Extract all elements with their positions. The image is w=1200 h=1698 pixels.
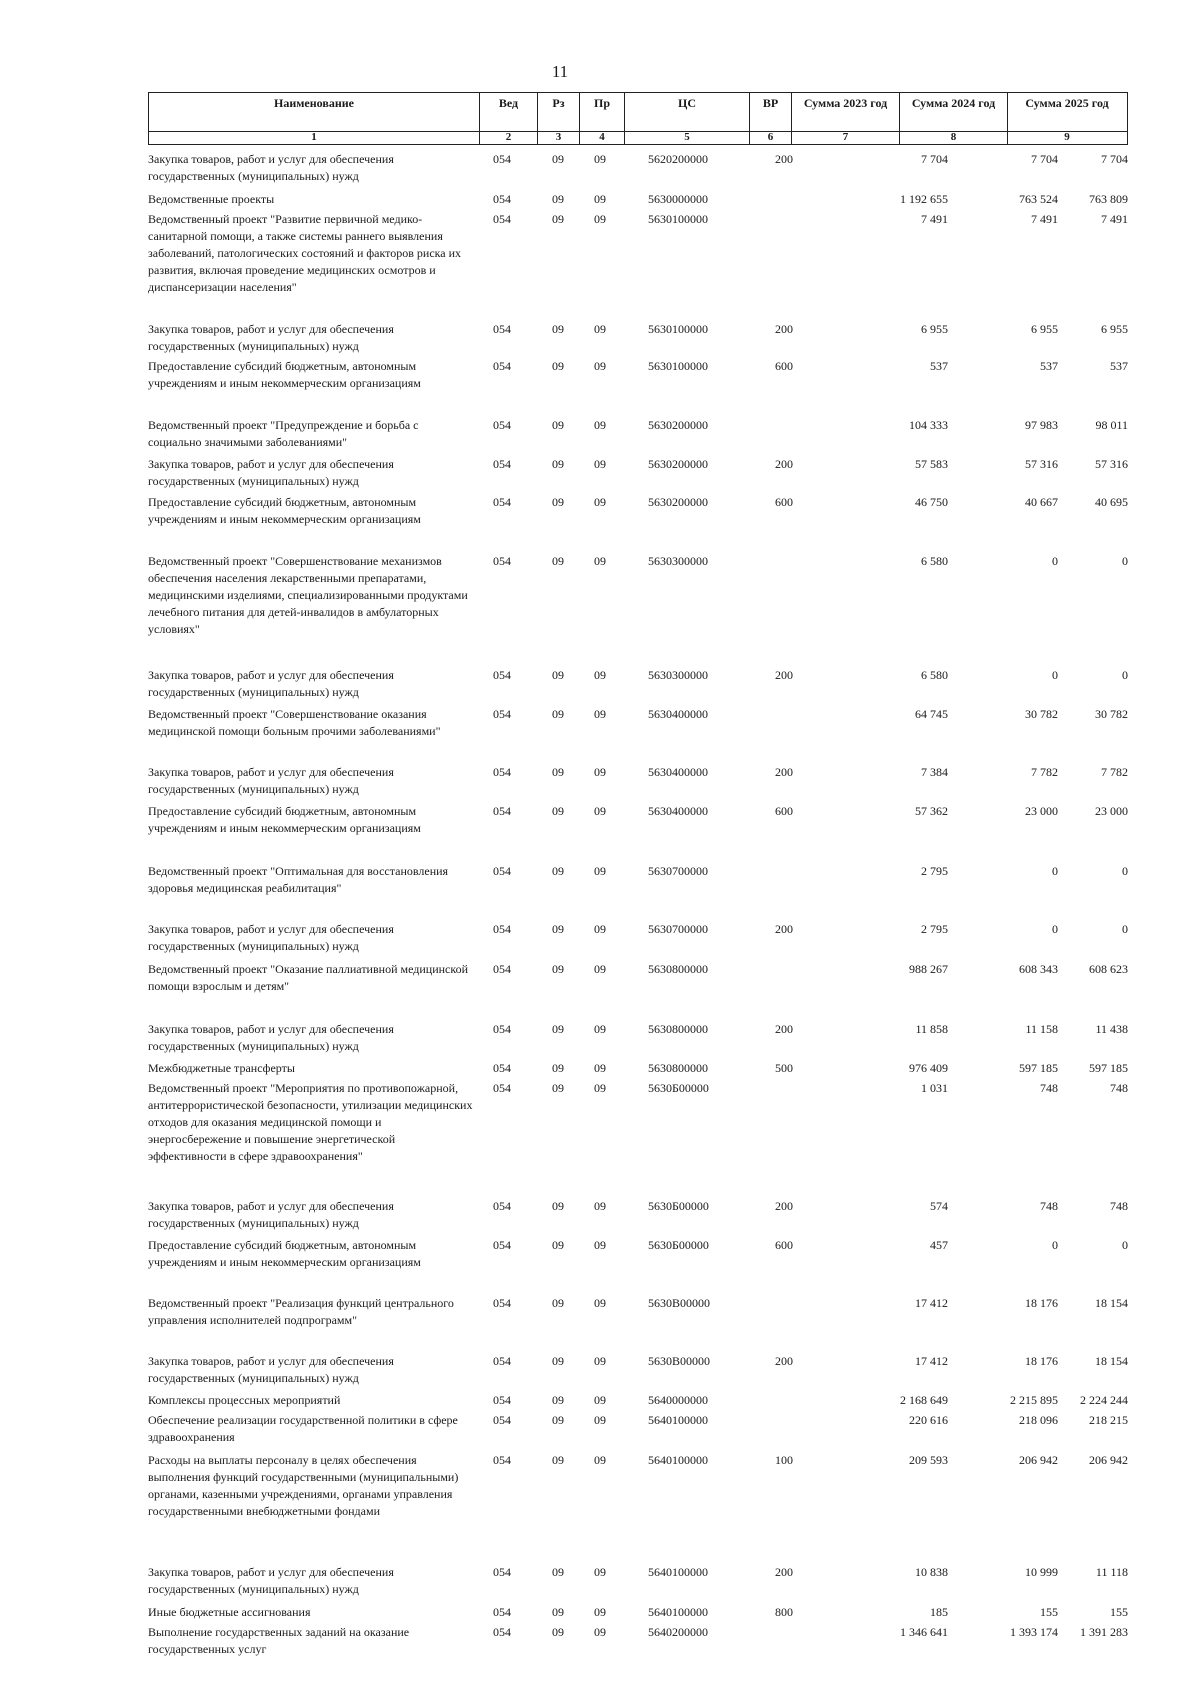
row-ved: 054: [493, 322, 511, 336]
table-header: [148, 92, 1128, 132]
row-sum-2024: 1 393 174: [1010, 1625, 1058, 1639]
row-sum-2023: 220 616: [909, 1413, 948, 1427]
row-sum-2023: 1 346 641: [900, 1625, 948, 1639]
row-sum-2023: 574: [930, 1199, 948, 1213]
row-sum-2023: 457: [930, 1238, 948, 1252]
row-sum-2023: 1 192 655: [900, 192, 948, 206]
row-cs: 5630800000: [648, 1061, 708, 1075]
row-cs: 5630В00000: [648, 1354, 711, 1368]
row-pr: 09: [594, 1081, 606, 1095]
row-sum-2025: 537: [1110, 359, 1128, 373]
row-sum-2025: 1 391 283: [1080, 1625, 1128, 1639]
row-pr: 09: [594, 962, 606, 976]
row-pr: 09: [594, 1296, 606, 1310]
row-sum-2025: 18 154: [1095, 1296, 1128, 1310]
row-name: Закупка товаров, работ и услуг для обеспечения государственных (муниципальных) нужд: [148, 922, 394, 953]
row-sum-2023: 976 409: [909, 1061, 948, 1075]
row-name: Предоставление субсидий бюджетным, автономным учреждениям и иным некоммерческим организациям: [148, 804, 421, 835]
row-name: Предоставление субсидий бюджетным, автономным учреждениям и иным некоммерческим организациям: [148, 1238, 421, 1269]
row-sum-2023: 46 750: [915, 495, 948, 509]
row-pr: 09: [594, 1238, 606, 1252]
row-rz: 09: [552, 804, 564, 818]
row-cs: 5630000000: [648, 192, 708, 206]
row-pr: 09: [594, 1354, 606, 1368]
row-name: Ведомственный проект "Оптимальная для восстановления здоровья медицинская реабилитация": [148, 864, 449, 895]
row-cs: 5630700000: [648, 922, 708, 936]
row-cs: 5630100000: [648, 212, 708, 226]
row-pr: 09: [594, 922, 606, 936]
row-vr: 600: [775, 359, 793, 373]
row-sum-2025: 23 000: [1095, 804, 1128, 818]
row-sum-2025: 748: [1110, 1081, 1128, 1095]
row-pr: 09: [594, 1625, 606, 1639]
row-ved: 054: [493, 804, 511, 818]
row-sum-2025: 0: [1122, 554, 1128, 568]
row-ved: 054: [493, 1605, 511, 1619]
row-sum-2024: 0: [1052, 1238, 1058, 1252]
row-name: Закупка товаров, работ и услуг для обеспечения государственных (муниципальных) нужд: [148, 457, 394, 488]
row-name: Закупка товаров, работ и услуг для обеспечения государственных (муниципальных) нужд: [148, 1565, 394, 1596]
row-rz: 09: [552, 1413, 564, 1427]
row-ved: 054: [493, 707, 511, 721]
row-sum-2025: 0: [1122, 864, 1128, 878]
row-sum-2025: 7 782: [1101, 765, 1128, 779]
row-ved: 054: [493, 418, 511, 432]
row-sum-2024: 7 782: [1031, 765, 1058, 779]
row-cs: 5630100000: [648, 322, 708, 336]
row-pr: 09: [594, 1453, 606, 1467]
row-sum-2024: 218 096: [1019, 1413, 1058, 1427]
row-cs: 5630300000: [648, 668, 708, 682]
header-ved: Вед: [479, 93, 537, 131]
row-sum-2025: 0: [1122, 668, 1128, 682]
row-ved: 054: [493, 864, 511, 878]
row-sum-2023: 185: [930, 1605, 948, 1619]
row-rz: 09: [552, 1199, 564, 1213]
row-vr: 200: [775, 922, 793, 936]
row-ved: 054: [493, 1296, 511, 1310]
row-ved: 054: [493, 1625, 511, 1639]
row-sum-2024: 18 176: [1025, 1296, 1058, 1310]
row-rz: 09: [552, 1565, 564, 1579]
row-cs: 5630800000: [648, 962, 708, 976]
row-sum-2024: 0: [1052, 554, 1058, 568]
row-ved: 054: [493, 668, 511, 682]
column-number: 1: [311, 131, 317, 143]
row-cs: 5630700000: [648, 864, 708, 878]
row-cs: 5630800000: [648, 1022, 708, 1036]
row-pr: 09: [594, 192, 606, 206]
row-pr: 09: [594, 707, 606, 721]
row-name: Предоставление субсидий бюджетным, автономным учреждениям и иным некоммерческим организациям: [148, 359, 421, 390]
row-name: Закупка товаров, работ и услуг для обеспечения государственных (муниципальных) нужд: [148, 322, 394, 353]
row-sum-2024: 0: [1052, 922, 1058, 936]
row-rz: 09: [552, 212, 564, 226]
row-name: Ведомственный проект "Совершенствование механизмов обеспечения населения лекарственными препаратами, медицинскими изделиями, специализированными продуктами лечебного питания для детей-инвалидов в амбулаторных условиях": [148, 554, 468, 636]
column-number: 6: [749, 132, 791, 144]
row-sum-2023: 57 583: [915, 457, 948, 471]
row-ved: 054: [493, 922, 511, 936]
row-cs: 5630400000: [648, 707, 708, 721]
row-sum-2025: 2 224 244: [1080, 1393, 1128, 1407]
row-pr: 09: [594, 322, 606, 336]
row-cs: 5640100000: [648, 1413, 708, 1427]
row-sum-2024: 10 999: [1025, 1565, 1058, 1579]
row-sum-2025: 7 491: [1101, 212, 1128, 226]
row-sum-2023: 64 745: [915, 707, 948, 721]
row-cs: 5630100000: [648, 359, 708, 373]
row-sum-2024: 155: [1040, 1605, 1058, 1619]
row-sum-2024: 608 343: [1019, 962, 1058, 976]
row-sum-2024: 6 955: [1031, 322, 1058, 336]
row-sum-2023: 537: [930, 359, 948, 373]
row-sum-2024: 597 185: [1019, 1061, 1058, 1075]
header-vr: ВР: [749, 93, 791, 131]
row-pr: 09: [594, 359, 606, 373]
row-pr: 09: [594, 1199, 606, 1213]
row-vr: 200: [775, 1022, 793, 1036]
row-rz: 09: [552, 922, 564, 936]
row-sum-2023: 6 580: [921, 554, 948, 568]
row-sum-2024: 537: [1040, 359, 1058, 373]
row-pr: 09: [594, 1022, 606, 1036]
page-number: 11: [551, 62, 569, 81]
row-ved: 054: [493, 765, 511, 779]
row-cs: 5630Б00000: [648, 1238, 709, 1252]
row-rz: 09: [552, 418, 564, 432]
row-name: Ведомственный проект "Совершенствование оказания медицинской помощи больным прочими заболеваниями": [148, 707, 441, 738]
row-sum-2025: 608 623: [1089, 962, 1128, 976]
row-rz: 09: [552, 1061, 564, 1075]
row-name: Ведомственный проект "Оказание паллиативной медицинской помощи взрослым и детям": [148, 962, 469, 993]
row-name: Расходы на выплаты персоналу в целях обеспечения выполнения функций государственными (муниципальными) органами, казенными учреждениями, органами управления государственными внебюджетными фондами: [148, 1453, 459, 1518]
row-vr: 200: [775, 765, 793, 779]
row-name: Закупка товаров, работ и услуг для обеспечения государственных (муниципальных) нужд: [148, 1354, 394, 1385]
row-cs: 5630300000: [648, 554, 708, 568]
row-ved: 054: [493, 359, 511, 373]
row-sum-2023: 17 412: [915, 1354, 948, 1368]
row-sum-2025: 18 154: [1095, 1354, 1128, 1368]
row-vr: 200: [775, 1199, 793, 1213]
header-rz: Рз: [537, 93, 579, 131]
row-sum-2024: 748: [1040, 1199, 1058, 1213]
row-cs: 5640100000: [648, 1565, 708, 1579]
row-sum-2023: 10 838: [915, 1565, 948, 1579]
row-ved: 054: [493, 1061, 511, 1075]
row-sum-2024: 40 667: [1025, 495, 1058, 509]
row-vr: 200: [775, 1565, 793, 1579]
row-pr: 09: [594, 1061, 606, 1075]
row-vr: 800: [775, 1605, 793, 1619]
row-sum-2024: 2 215 895: [1010, 1393, 1058, 1407]
row-name: Ведомственный проект "Предупреждение и борьба с социально значимыми заболеваниями": [148, 418, 419, 449]
row-cs: 5630200000: [648, 495, 708, 509]
row-rz: 09: [552, 864, 564, 878]
row-cs: 5630200000: [648, 418, 708, 432]
row-sum-2023: 11 858: [915, 1022, 948, 1036]
row-rz: 09: [552, 1296, 564, 1310]
row-rz: 09: [552, 495, 564, 509]
header-sum-2025: Сумма 2025 год: [1007, 93, 1126, 131]
row-ved: 054: [493, 1081, 511, 1095]
row-ved: 054: [493, 495, 511, 509]
row-ved: 054: [493, 1453, 511, 1467]
row-vr: 200: [775, 322, 793, 336]
header-pr: Пр: [579, 93, 624, 131]
header-cs: ЦС: [624, 93, 749, 131]
row-rz: 09: [552, 765, 564, 779]
row-sum-2023: 2 795: [921, 922, 948, 936]
row-ved: 054: [493, 1238, 511, 1252]
row-name: Предоставление субсидий бюджетным, автономным учреждениям и иным некоммерческим организациям: [148, 495, 421, 526]
row-sum-2024: 0: [1052, 668, 1058, 682]
row-cs: 5630Б00000: [648, 1081, 709, 1095]
row-name: Выполнение государственных заданий на оказание государственных услуг: [148, 1625, 410, 1656]
row-name: Обеспечение реализации государственной политики в сфере здравоохранения: [148, 1413, 458, 1444]
row-cs: 5640000000: [648, 1393, 708, 1407]
row-sum-2024: 206 942: [1019, 1453, 1058, 1467]
row-sum-2025: 748: [1110, 1199, 1128, 1213]
row-name: Ведомственные проекты: [148, 192, 275, 206]
row-sum-2023: 6 955: [921, 322, 948, 336]
row-vr: 200: [775, 152, 793, 166]
row-pr: 09: [594, 668, 606, 682]
row-sum-2025: 206 942: [1089, 1453, 1128, 1467]
header-sum-2023: Сумма 2023 год: [791, 93, 899, 131]
row-sum-2024: 18 176: [1025, 1354, 1058, 1368]
column-number: 9: [1007, 132, 1126, 144]
column-number: 5: [624, 132, 749, 144]
row-name: Ведомственный проект "Развитие первичной медико-санитарной помощи, а также системы раннего выявления заболеваний, патологических состояний и факторов риска их развития, включая проведение медицинских осмотров и диспансеризации населения": [148, 212, 462, 294]
row-ved: 054: [493, 1565, 511, 1579]
row-ved: 054: [493, 1413, 511, 1427]
row-sum-2024: 30 782: [1025, 707, 1058, 721]
row-pr: 09: [594, 1413, 606, 1427]
row-pr: 09: [594, 212, 606, 226]
row-sum-2023: 7 384: [921, 765, 948, 779]
row-name: Закупка товаров, работ и услуг для обеспечения государственных (муниципальных) нужд: [148, 765, 394, 796]
row-vr: 600: [775, 1238, 793, 1252]
row-ved: 054: [493, 962, 511, 976]
row-ved: 054: [493, 457, 511, 471]
row-rz: 09: [552, 668, 564, 682]
row-sum-2025: 155: [1110, 1605, 1128, 1619]
row-sum-2025: 0: [1122, 1238, 1128, 1252]
row-sum-2025: 98 011: [1095, 418, 1128, 432]
row-name: Иные бюджетные ассигнования: [148, 1605, 311, 1619]
row-rz: 09: [552, 1625, 564, 1639]
row-rz: 09: [552, 1393, 564, 1407]
row-sum-2025: 57 316: [1095, 457, 1128, 471]
row-sum-2023: 209 593: [909, 1453, 948, 1467]
row-rz: 09: [552, 322, 564, 336]
row-rz: 09: [552, 554, 564, 568]
row-name: Закупка товаров, работ и услуг для обеспечения государственных (муниципальных) нужд: [148, 1199, 394, 1230]
row-sum-2023: 6 580: [921, 668, 948, 682]
row-rz: 09: [552, 1238, 564, 1252]
row-ved: 054: [493, 1199, 511, 1213]
row-pr: 09: [594, 495, 606, 509]
row-rz: 09: [552, 962, 564, 976]
row-pr: 09: [594, 765, 606, 779]
row-sum-2024: 97 983: [1025, 418, 1058, 432]
row-sum-2023: 57 362: [915, 804, 948, 818]
row-rz: 09: [552, 457, 564, 471]
row-pr: 09: [594, 152, 606, 166]
row-vr: 100: [775, 1453, 793, 1467]
row-sum-2024: 748: [1040, 1081, 1058, 1095]
row-cs: 5630В00000: [648, 1296, 711, 1310]
row-sum-2024: 0: [1052, 864, 1058, 878]
row-rz: 09: [552, 1453, 564, 1467]
row-ved: 054: [493, 212, 511, 226]
row-name: Ведомственный проект "Мероприятия по противопожарной, антитеррористической безопасности, утилизации медицинских отходов для оказания медицинской помощи и энергосбережение и повышение энергетической эффективности в сфере здравоохранения": [148, 1081, 473, 1163]
row-sum-2025: 40 695: [1095, 495, 1128, 509]
row-ved: 054: [493, 192, 511, 206]
column-number: 4: [579, 132, 624, 144]
row-ved: 054: [493, 554, 511, 568]
row-ved: 054: [493, 1393, 511, 1407]
row-rz: 09: [552, 152, 564, 166]
row-pr: 09: [594, 1605, 606, 1619]
row-vr: 500: [775, 1061, 793, 1075]
row-rz: 09: [552, 1605, 564, 1619]
column-number: 7: [791, 132, 899, 144]
row-sum-2024: 7 491: [1031, 212, 1058, 226]
row-name: Закупка товаров, работ и услуг для обеспечения государственных (муниципальных) нужд: [148, 152, 394, 183]
row-rz: 09: [552, 1081, 564, 1095]
row-sum-2024: 11 158: [1025, 1022, 1058, 1036]
row-cs: 5630200000: [648, 457, 708, 471]
row-pr: 09: [594, 804, 606, 818]
row-sum-2024: 57 316: [1025, 457, 1058, 471]
row-rz: 09: [552, 1022, 564, 1036]
row-pr: 09: [594, 1393, 606, 1407]
row-sum-2024: 763 524: [1019, 192, 1058, 206]
row-rz: 09: [552, 707, 564, 721]
row-name: Закупка товаров, работ и услуг для обеспечения государственных (муниципальных) нужд: [148, 668, 394, 699]
header-name: Наименование: [274, 96, 354, 110]
row-cs: 5640100000: [648, 1453, 708, 1467]
row-sum-2023: 7 491: [921, 212, 948, 226]
row-rz: 09: [552, 359, 564, 373]
row-ved: 054: [493, 1354, 511, 1368]
row-pr: 09: [594, 457, 606, 471]
row-ved: 054: [493, 1022, 511, 1036]
row-sum-2023: 2 168 649: [900, 1393, 948, 1407]
row-sum-2025: 763 809: [1089, 192, 1128, 206]
row-sum-2025: 218 215: [1089, 1413, 1128, 1427]
row-vr: 200: [775, 668, 793, 682]
row-rz: 09: [552, 192, 564, 206]
row-name: Межбюджетные трансферты: [148, 1061, 295, 1075]
column-number: 3: [537, 132, 579, 144]
row-cs: 5630400000: [648, 804, 708, 818]
row-sum-2025: 7 704: [1101, 152, 1128, 166]
row-sum-2023: 988 267: [909, 962, 948, 976]
column-number-row: [148, 132, 1128, 145]
row-sum-2023: 7 704: [921, 152, 948, 166]
row-sum-2025: 11 438: [1095, 1022, 1128, 1036]
row-cs: 5640200000: [648, 1625, 708, 1639]
row-cs: 5620200000: [648, 152, 708, 166]
row-sum-2023: 104 333: [909, 418, 948, 432]
row-pr: 09: [594, 418, 606, 432]
row-name: Закупка товаров, работ и услуг для обеспечения государственных (муниципальных) нужд: [148, 1022, 394, 1053]
row-cs: 5630Б00000: [648, 1199, 709, 1213]
budget-table: [148, 92, 1128, 1656]
row-pr: 09: [594, 554, 606, 568]
column-number: 2: [479, 132, 537, 144]
row-pr: 09: [594, 1565, 606, 1579]
row-rz: 09: [552, 1354, 564, 1368]
row-ved: 054: [493, 152, 511, 166]
row-sum-2025: 11 118: [1095, 1565, 1128, 1579]
row-cs: 5630400000: [648, 765, 708, 779]
row-vr: 200: [775, 1354, 793, 1368]
row-sum-2025: 0: [1122, 922, 1128, 936]
column-number: 8: [899, 132, 1007, 144]
row-sum-2024: 7 704: [1031, 152, 1058, 166]
row-sum-2023: 2 795: [921, 864, 948, 878]
row-name: Комплексы процессных мероприятий: [148, 1393, 341, 1407]
row-pr: 09: [594, 864, 606, 878]
row-cs: 5640100000: [648, 1605, 708, 1619]
row-sum-2023: 1 031: [921, 1081, 948, 1095]
header-sum-2024: Сумма 2024 год: [899, 93, 1007, 131]
row-vr: 600: [775, 495, 793, 509]
row-sum-2025: 6 955: [1101, 322, 1128, 336]
row-sum-2025: 30 782: [1095, 707, 1128, 721]
row-vr: 200: [775, 457, 793, 471]
row-name: Ведомственный проект "Реализация функций центрального управления исполнителей подпрограмм": [148, 1296, 454, 1327]
row-sum-2025: 597 185: [1089, 1061, 1128, 1075]
row-sum-2024: 23 000: [1025, 804, 1058, 818]
row-sum-2023: 17 412: [915, 1296, 948, 1310]
row-vr: 600: [775, 804, 793, 818]
